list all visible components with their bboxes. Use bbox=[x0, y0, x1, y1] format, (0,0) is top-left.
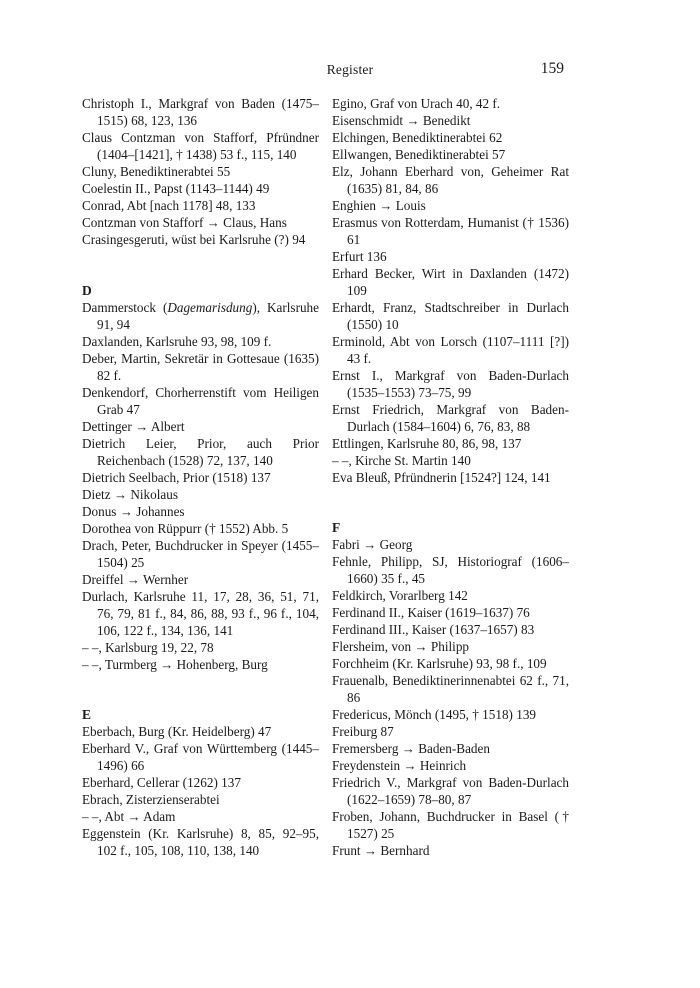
index-entry: Ernst Friedrich, Markgraf von Baden-Durlach (1584–1604) 6, 76, 83, 88 bbox=[332, 402, 569, 434]
index-entry: Dietrich Leier, Prior, auch Prior Reichenbach (1528) 72, 137, 140 bbox=[82, 436, 319, 468]
index-entry: Ernst I., Markgraf von Baden-Durlach (1535–1553) 73–75, 99 bbox=[332, 368, 569, 400]
index-entry: Erfurt 136 bbox=[332, 249, 387, 264]
index-entry: – –, Turmberg → Hohenberg, Burg bbox=[82, 657, 268, 672]
index-entry: Fehnle, Philipp, SJ, Historiograf (1606–1660) 35 f., 45 bbox=[332, 554, 569, 586]
index-entry: Denkendorf, Chorherrenstift vom Heiligen Grab 47 bbox=[82, 385, 319, 417]
index-entry: Coelestin II., Papst (1143–1144) 49 bbox=[82, 181, 270, 196]
index-entry: Frauenalb, Benediktinerinnenabtei 62 f., 71, 86 bbox=[332, 673, 569, 705]
index-entry: Durlach, Karlsruhe 11, 17, 28, 36, 51, 71, 76, 79, 81 f., 84, 86, 88, 93 f., 96 f., 104, 106, 122 f., 134, 136, 141 bbox=[82, 589, 319, 638]
index-entry: Drach, Peter, Buchdrucker in Speyer (1455–1504) 25 bbox=[82, 538, 319, 570]
index-entry: Erhard Becker, Wirt in Daxlanden (1472) 109 bbox=[332, 266, 569, 298]
section-spacer bbox=[82, 248, 319, 282]
index-entry: Ettlingen, Karlsruhe 80, 86, 98, 137 bbox=[332, 436, 522, 451]
index-entry: Friedrich V., Markgraf von Baden-Durlach (1622–1659) 78–80, 87 bbox=[332, 775, 569, 807]
section-spacer bbox=[82, 673, 319, 706]
index-entry: Fredericus, Mönch (1495, † 1518) 139 bbox=[332, 707, 537, 722]
index-entry: Dettinger → Albert bbox=[82, 419, 185, 434]
index-entry: – –, Karlsburg 19, 22, 78 bbox=[82, 640, 214, 655]
page-number: 159 bbox=[540, 60, 564, 77]
entry-italic-text: Dagemarisdung bbox=[167, 300, 253, 315]
index-entry: Donus → Johannes bbox=[82, 504, 185, 519]
index-entry: Eberhard V., Graf von Württemberg (1445–1496) 66 bbox=[82, 741, 319, 773]
index-entry: Ebrach, Zisterzienserabtei bbox=[82, 792, 220, 807]
index-entry: Contzman von Stafforf → Claus, Hans bbox=[82, 215, 287, 230]
index-entry: Flersheim, von → Philipp bbox=[332, 639, 470, 654]
index-entry: Ferdinand III., Kaiser (1637–1657) 83 bbox=[332, 622, 535, 637]
index-entry: Freydenstein → Heinrich bbox=[332, 758, 467, 773]
index-entry: Dreiffel → Wernher bbox=[82, 572, 189, 587]
index-entry: Christoph I., Markgraf von Baden (1475–1515) 68, 123, 136 bbox=[82, 96, 319, 128]
index-entry: Erasmus von Rotterdam, Humanist († 1536) 61 bbox=[332, 215, 569, 247]
index-entry: Eisenschmidt → Benedikt bbox=[332, 113, 471, 128]
index-entry: Eggenstein (Kr. Karlsruhe) 8, 85, 92–95, 102 f., 105, 108, 110, 138, 140 bbox=[82, 826, 319, 858]
index-entry bbox=[82, 299, 319, 333]
index-entry: Elchingen, Benediktinerabtei 62 bbox=[332, 130, 503, 145]
index-entry: Crasingesgeruti, wüst bei Karlsruhe (?) 94 bbox=[82, 232, 306, 247]
index-entry: Dietz → Nikolaus bbox=[82, 487, 178, 502]
index-entry: – –, Kirche St. Martin 140 bbox=[332, 453, 471, 468]
entry-text: ), Karlsruhe 91, 94 bbox=[97, 300, 319, 332]
section-spacer bbox=[332, 486, 569, 519]
entry-text: Dammerstock ( bbox=[82, 300, 168, 315]
index-entry: Conrad, Abt [nach 1178] 48, 133 bbox=[82, 198, 256, 213]
index-entry: Dorothea von Rüppurr († 1552) Abb. 5 bbox=[82, 521, 289, 536]
page-header bbox=[0, 0, 700, 90]
left-column bbox=[82, 95, 319, 859]
index-entry: Erhardt, Franz, Stadtschreiber in Durlach (1550) 10 bbox=[332, 300, 569, 332]
index-entry: Elz, Johann Eberhard von, Geheimer Rat (1635) 81, 84, 86 bbox=[332, 164, 569, 196]
index-entry: Erminold, Abt von Lorsch (1107–1111 [?]) 43 f. bbox=[332, 334, 569, 366]
index-entry: Frunt → Bernhard bbox=[332, 843, 430, 858]
index-entry: Freiburg 87 bbox=[332, 724, 394, 739]
running-head: Register bbox=[326, 62, 374, 77]
index-entry: Enghien → Louis bbox=[332, 198, 426, 213]
index-entry: Cluny, Benediktinerabtei 55 bbox=[82, 164, 231, 179]
section-heading-f: F bbox=[332, 520, 341, 535]
index-entry: Egino, Graf von Urach 40, 42 f. bbox=[332, 96, 501, 111]
right-column bbox=[332, 95, 569, 859]
index-entry: Eberbach, Burg (Kr. Heidelberg) 47 bbox=[82, 724, 272, 739]
index-entry: Claus Contzman von Stafforf, Pfründner (1404–[1421], † 1438) 53 f., 115, 140 bbox=[82, 130, 319, 162]
index-entry: Forchheim (Kr. Karlsruhe) 93, 98 f., 109 bbox=[332, 656, 547, 671]
section-heading-d: D bbox=[82, 283, 92, 298]
index-entry: Dietrich Seelbach, Prior (1518) 137 bbox=[82, 470, 271, 485]
index-entry: Feldkirch, Vorarlberg 142 bbox=[332, 588, 468, 603]
index-entry: Froben, Johann, Buchdrucker in Basel († 1527) 25 bbox=[332, 809, 569, 841]
index-entry: Fremersberg → Baden-Baden bbox=[332, 741, 490, 756]
index-entry: Eberhard, Cellerar (1262) 137 bbox=[82, 775, 241, 790]
index-entry: Ferdinand II., Kaiser (1619–1637) 76 bbox=[332, 605, 530, 620]
index-entry: Deber, Martin, Sekretär in Gottesaue (1635) 82 f. bbox=[82, 351, 319, 383]
index-entry: Ellwangen, Benediktinerabtei 57 bbox=[332, 147, 506, 162]
index-entry: Fabri → Georg bbox=[332, 537, 413, 552]
index-entry: Eva Bleuß, Pfründnerin [1524?] 124, 141 bbox=[332, 470, 551, 485]
index-entry: Daxlanden, Karlsruhe 93, 98, 109 f. bbox=[82, 334, 272, 349]
index-entry: – –, Abt → Adam bbox=[82, 809, 176, 824]
section-heading-e: E bbox=[82, 707, 92, 722]
